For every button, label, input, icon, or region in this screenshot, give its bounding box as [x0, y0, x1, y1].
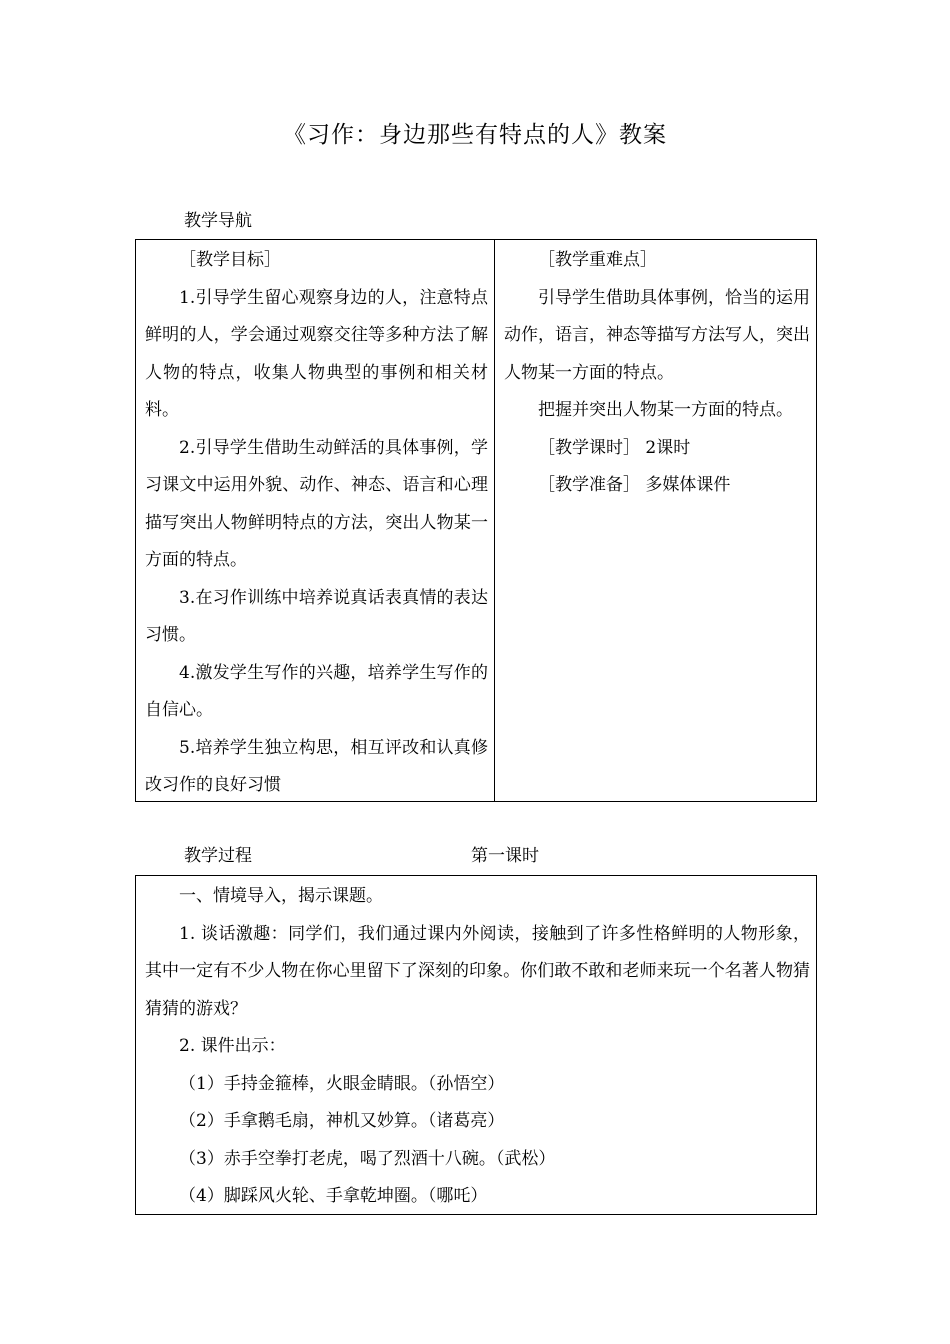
teaching-guide-label: 教学导航 [184, 211, 252, 231]
process-paragraph: （3）赤手空拳打老虎，喝了烈酒十八碗。（武松） [179, 1148, 556, 1169]
teaching-process-label: 教学过程 [184, 846, 252, 866]
process-paragraph: （2）手拿鹅毛扇，神机又妙算。（诸葛亮） [179, 1111, 505, 1131]
process-paragraph: 一、情境导入，揭示课题。 [179, 886, 383, 906]
lesson-label: 第一课时 [471, 846, 539, 866]
key-points-heading: ［教学重难点］ [538, 250, 657, 270]
teaching-process-table [135, 875, 817, 1215]
objective-item: 5.培养学生独立构思，相互评改和认真修改习作的良好习惯 [145, 737, 488, 795]
lesson-hours: ［教学课时］ 2课时 [538, 437, 691, 458]
teaching-guide-table [135, 239, 817, 802]
key-point-item: 引导学生借助具体事例，恰当的运用动作，语言，神态等描写方法写人，突出人物某一方面的特点。 [504, 287, 810, 383]
process-cell [136, 876, 816, 1216]
objectives-heading: ［教学目标］ [179, 250, 281, 270]
objective-item: 1.引导学生留心观察身边的人，注意特点鲜明的人，学会通过观察交往等多种方法了解人物的特点，收集人物典型的事例和相关材料。 [145, 287, 488, 420]
process-paragraph: （1）手持金箍棒，火眼金睛眼。（孙悟空） [179, 1073, 505, 1094]
objective-item: 2.引导学生借助生动鲜活的具体事例，学习课文中运用外貌、动作、神态、语言和心理描写突出人物鲜明特点的方法，突出人物某一方面的特点。 [145, 437, 488, 570]
key-points-cell [495, 240, 816, 505]
process-paragraph: 2. 课件出示： [179, 1036, 286, 1056]
lesson-preparation: ［教学准备］ 多媒体课件 [538, 475, 731, 495]
objective-item: 3.在习作训练中培养说真话表真情的表达习惯。 [145, 587, 488, 645]
process-paragraph: （4）脚踩风火轮、手拿乾坤圈。（哪吒） [179, 1186, 488, 1206]
process-paragraph: 1. 谈话激趣：同学们，我们通过课内外阅读，接触到了许多性格鲜明的人物形象，其中一定有不少人物在你心里留下了深刻的印象。你们敢不敢和老师来玩一个名著人物猜猜猜的游戏？ [145, 923, 810, 1019]
key-point-item: 把握并突出人物某一方面的特点。 [538, 400, 793, 420]
objective-item: 4.激发学生写作的兴趣，培养学生写作的自信心。 [145, 662, 488, 720]
objectives-cell [136, 240, 494, 805]
document-title: 《习作：身边那些有特点的人》教案 [283, 122, 667, 148]
